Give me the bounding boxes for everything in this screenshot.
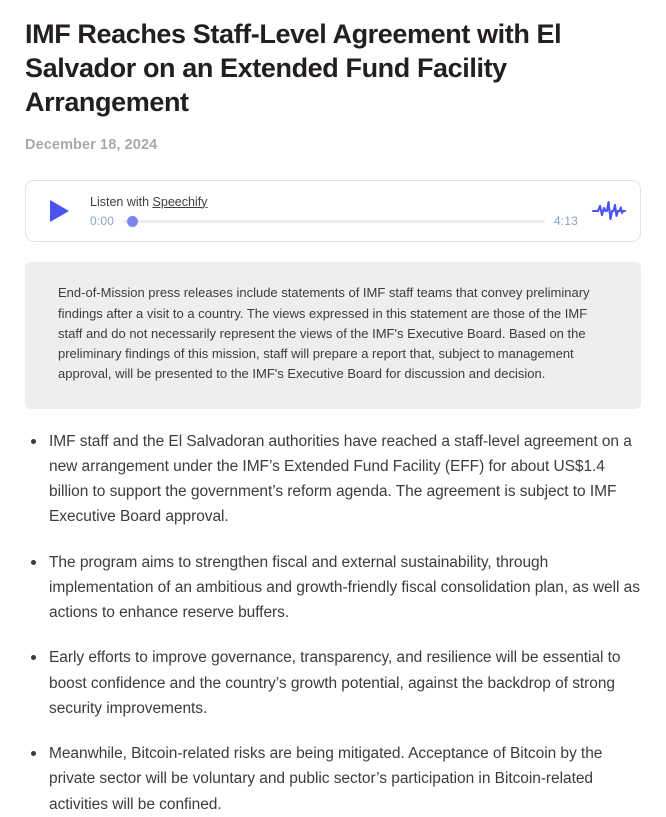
current-time-label: 0:00 — [90, 214, 115, 228]
progress-slider[interactable] — [123, 216, 545, 226]
speechify-audio-player — [25, 180, 641, 242]
listen-with-label — [90, 196, 578, 209]
duration-label: 4:13 — [553, 214, 578, 228]
key-points-list — [25, 409, 641, 817]
scrubber-row — [90, 215, 578, 227]
audio-waveform-icon[interactable] — [592, 198, 626, 224]
listen-with-text: Listen with — [90, 194, 153, 209]
page-title: IMF Reaches Staff-Level Agreement with El Salvador on an Extended Fund Facility Arrangement — [25, 19, 562, 117]
list-item: The program aims to strengthen fiscal and external sustainability, through implementation of an ambitious and growth-friendly fiscal consolidation plan, as well as actions to enhance reserve buffers. — [25, 550, 641, 626]
play-button[interactable] — [44, 196, 74, 226]
disclaimer-text: End-of-Mission press releases include statements of IMF staff teams that convey preliminary findings after a visit to a country. The views expressed in this statement are those of the IMF staff and do not necessarily represent the views of the IMF's Executive Board. Based on the preliminary findings of this mission, staff will prepare a report that, subject to management approval, will be presented to the IMF's Executive Board for discussion and decision. — [58, 285, 590, 382]
play-triangle-icon — [50, 200, 69, 222]
list-item: IMF staff and the El Salvadoran authorities have reached a staff-level agreement on a new arrangement under the IMF’s Extended Fund Facility (EFF) for about US$1.4 billion to support the government’s reform agenda. The agreement is subject to IMF Executive Board approval. — [25, 429, 641, 530]
player-body — [90, 190, 578, 232]
disclaimer-box — [25, 262, 641, 408]
progress-thumb[interactable] — [127, 216, 138, 227]
list-item: Early efforts to improve governance, transparency, and resilience will be essential to boost confidence and the country’s growth potential, against the backdrop of strong security improvements. — [25, 645, 641, 721]
progress-track — [123, 220, 545, 223]
speechify-link[interactable]: Speechify — [152, 194, 208, 209]
list-item: Meanwhile, Bitcoin-related risks are being mitigated. Acceptance of Bitcoin by the private sector will be voluntary and public sector’s participation in Bitcoin-related activities will be confined. — [25, 741, 641, 817]
publication-date: December 18, 2024 — [25, 137, 158, 154]
